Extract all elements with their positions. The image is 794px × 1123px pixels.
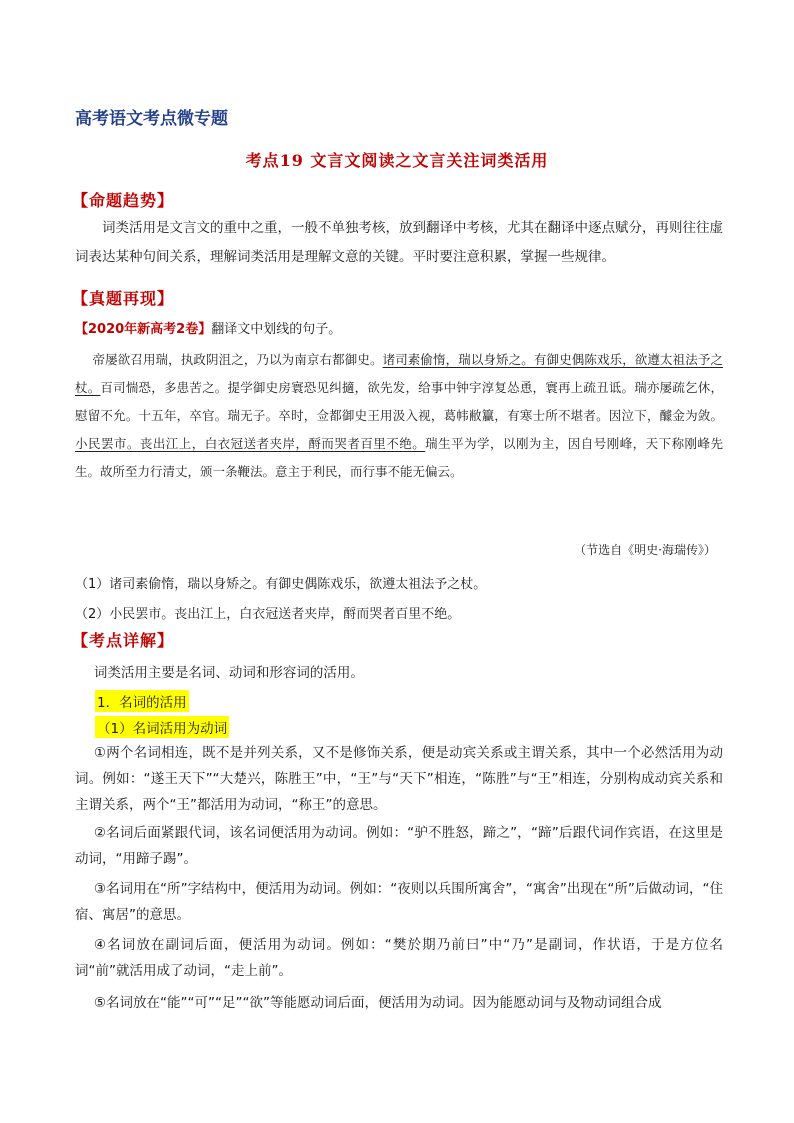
section-heading-real: 【真题再现】 bbox=[72, 289, 175, 308]
passage-text: 帝屡欲召用瑞，执政阴沮之，乃以为南京右都御史。 bbox=[92, 352, 383, 367]
question-2: （2）小民罢市。丧出江上，白衣冠送者夹岸，酹而哭者百里不绝。 bbox=[75, 607, 461, 622]
detail-intro: 词类活用主要是名词、动词和形容词的活用。 bbox=[93, 665, 364, 681]
passage-text: 百司惴恐，多患苦之。提学御史房寰恐见纠擿，欲先发，给事中钟宇淳复怂恿，寰再上疏丑诋。瑞亦屡疏乞休，慰留不允。十五年，卒官。瑞无子。卒时，佥都御史王用汲入视，葛帏敝籯，有寒士所不堪者。因泣下，醵金为敛。 bbox=[75, 380, 723, 423]
section-heading-detail: 【考点详解】 bbox=[72, 631, 175, 650]
highlight-heading-noun-as-verb: （1）名词活用为动词 bbox=[95, 716, 229, 738]
detail-item-2: ②名词后面紧跟代词，该名词便活用为动词。例如：“驴不胜怒，蹄之”，“蹄”后跟代词作宾语，在这里是动词，“用蹄子踢”。 bbox=[75, 825, 723, 867]
series-title: 高考语文考点微专题 bbox=[75, 109, 228, 129]
detail-item-3: ③名词用在“所”字结构中，便活用为动词。例如：“夜则以兵围所寓舍”，“寓舍”出现在“所”后做动词，“住宿、寓居”的意思。 bbox=[75, 881, 723, 923]
page-title: 考点19 文言文阅读之文言关注词类活用 bbox=[245, 151, 549, 170]
classical-passage bbox=[75, 346, 723, 486]
trend-paragraph: 词类活用是文言文的重中之重，一般不单独考核，放到翻译中考核，尤其在翻译中逐点赋分，再则往往虚词表达某种句间关系，理解词类活用是理解文意的关键。平时要注意积累，掌握一些规律。 bbox=[75, 220, 723, 265]
detail-item-1: ①两个名词相连，既不是并列关系，又不是修饰关系，便是动宾关系或主谓关系，其中一个必然活用为动词。例如：“遂王天下”“大楚兴，陈胜王”中，“王”与“天下”相连，“陈胜”与“王”相连，分别构成动宾关系和主谓关系，两个“王”都活用为动词，“称王”的意思。 bbox=[75, 745, 723, 813]
passage-text: 瑞生平为学，以刚为主，因自号刚峰，天下称刚峰先生。故所至力行清丈，颁一条鞭法。意主于利民，而行事不能无偏云。 bbox=[75, 436, 723, 479]
question-source-line bbox=[75, 318, 341, 337]
highlight-heading-noun: 1．名词的活用 bbox=[95, 690, 189, 712]
question-instruction: 翻译文中划线的句子。 bbox=[211, 322, 342, 337]
detail-item-4: ④名词放在副词后面，便活用为动词。例如：“樊於期乃前曰”中“乃”是副词，作状语，于是方位名词“前”就活用成了动词，“走上前”。 bbox=[75, 937, 723, 979]
underlined-sentence-2: 小民罢市。丧出江上，白衣冠送者夹岸，酹而哭者百里不绝。 bbox=[75, 436, 426, 451]
passage-attribution: （节选自《明史·海瑞传》） bbox=[574, 543, 716, 557]
question-1: （1）诸司素偷惰，瑞以身矫之。有御史偶陈戏乐，欲遵太祖法予之杖。 bbox=[75, 577, 487, 592]
detail-item-5: ⑤名词放在“能”“可”“足”“欲”等能愿动词后面，便活用为动词。因为能愿动词与及物动词组合成 bbox=[93, 995, 662, 1011]
exam-source-tag: 【2020年新高考2卷】 bbox=[75, 322, 212, 337]
section-heading-trend: 【命题趋势】 bbox=[72, 191, 175, 210]
underlined-sentence-1: 诸司素偷惰，瑞以身矫之。有御史偶陈戏乐，欲遵太祖法予之杖。 bbox=[75, 352, 723, 395]
